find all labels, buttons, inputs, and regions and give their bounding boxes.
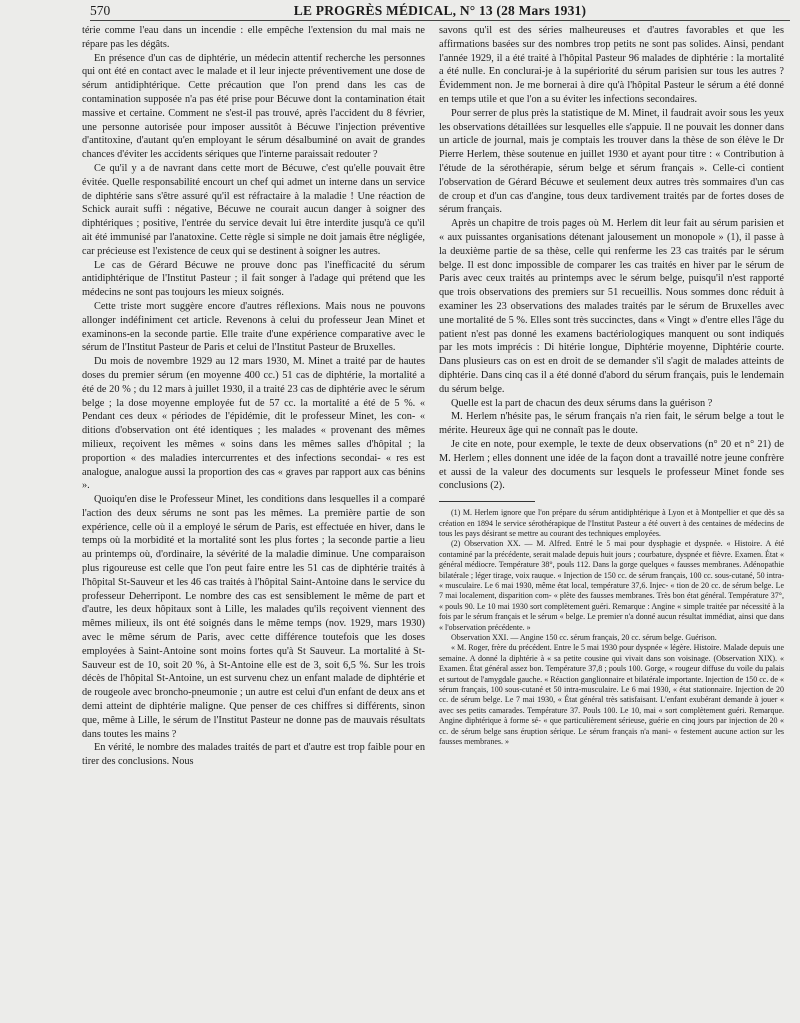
footnote: (2) Observation XX. — M. Alfred. Entré le 5 mai pour dysphagie et dyspnée. « Histoire. A été contaminé par la précédente, serait malade depuis huit jours ; courbature, dyspnée et fièvre. Examen. État « général médiocre. Température 38°, pouls 112. Dans la gorge quelques « fausses membranes. Adénopathie bilatérale ; léger tirage, voix rauque. « Injection de 150 cc. de sérum français, 100 cc. sous-cutané, 50 intra- « musculaire. Le 6 mai 1930, même état local, température 37,6. Injec- « tion de 20 cc. de sérum belge. Le 7 mai localement, disparition com- « plète des fausses membranes. Très bon état général. Température 37°, « pouls 90. Le 10 mai 1930 sort complètement guéri. Remarque : Angine « simple traitée par nécessité à la fois par le sérum français et le sérum « belge. Le premier n'a donné aucun résultat immédiat, ainsi que dans « l'observation précédente. » <box>439 539 784 632</box>
paragraph: savons qu'il est des séries malheureuses et d'autres favorables et que les affirmations basées sur des nombres trop petits ne sont pas solides. Ainsi, pendant l'année 1929, il a été traité à l'hôpital Pasteur 96 malades de diphtérie : la mortalité a été nulle. En conclurai-je à la supériorité du sérum parisien sur tous les autres ? Évidemment non. Je me bornerai à dire qu'à l'hôpital Pasteur le sérum a été donné en temps utile et que l'on a su éviter les infections secondaires. <box>439 25 784 105</box>
paragraph: Ce qu'il y a de navrant dans cette mort de Bécuwe, c'est qu'elle pouvait être évitée. Quelle responsabilité encourt un chef qui admet un interne dans un service de diphtérie sans s'être assuré qu'il est réfractaire à la maladie ! Une réaction de Schick aurait suffi : négative, Bécuwe ne courait aucun danger à soigner des diphtériques ; positive, l'entrée du service devait lui être interdite jusqu'à ce qu'il ait été immunisé par l'anatoxine. Cette règle si simple ne doit jamais être négligée, car précieuse est l'existence de ceux qui se destinent à soigner les autres. <box>82 162 425 257</box>
running-head: LE PROGRÈS MÉDICAL, N° 13 (28 Mars 1931) <box>293 3 587 18</box>
paragraph: Quoiqu'en dise le Professeur Minet, les conditions dans lesquelles il a comparé l'action des deux sérums ne sont pas les mêmes. La première partie de son expérience, celle où il a employé le sérum de Paris, est effectuée en hiver, dans le temps où la morbidité et la mortalité sont les plus fortes ; la seconde partie a lieu au printemps où, d'ordinaire, la sévérité de la maladie diminue. Une comparaison plus rigoureuse est celle que l'on peut faire entre les 51 cas de diphtérie traités à l'hôpital St-Sauveur et les 46 cas traités à l'hôpital Saint-Antoine dans le service du professeur Deherripont. Le nombre des cas est sensiblement le même de part et d'autre, les deux hôpitaux sont à Lille, les malades qu'ils reçoivent viennent des mêmes milieux, ils ont été soignés dans le même temps (nov. 1929, mars 1930) avec le même sérum de Paris, avec cette différence toutefois que les doses employées à Saint-Antoine sont moins fortes qu'à St Sauveur. La mortalité à St-Sauveur est de 10, soit 20 %, à St-Antoine elle est de 3, soit 6,5 %. Sur les trois décès de l'hôpital St-Antoine, un est survenu chez un enfant malade de diphtérie et de rougeole avec broncho-pneumonie ; un autre est celui d'un enfant de deux ans et demi atteint de diphtérie maligne. Que penser de ces chiffres si différents, sinon que, même à Lille, le sérum de l'Institut Pasteur ne donne pas de mauvais résultats dans toutes les mains ? <box>82 494 425 740</box>
left-column <box>82 24 425 1014</box>
paragraph: En vérité, le nombre des malades traités de part et d'autre est trop faible pour en tirer des conclusions. Nous <box>82 742 425 768</box>
right-column <box>439 24 784 1019</box>
page-header <box>90 2 790 21</box>
paragraph: Cette triste mort suggère encore d'autres réflexions. Mais nous ne pouvons allonger indéfiniment cet article. Revenons à celui du professeur Jean Minet et examinons-en la seconde partie. Elle traite d'une expérience comparative avec le sérum de l'Institut Pasteur de Paris et celui de l'Institut Pasteur de Bruxelles. <box>82 300 425 354</box>
footnote: (1) M. Herlem ignore que l'on prépare du sérum antidiphtérique à Lyon et à Montpellier et que dès sa création en 1894 le service sérothérapique de l'Institut Pasteur a été ouvert à des centaines de médecins de tous les pays désirant se mettre au courant des techniques employées. <box>439 508 784 538</box>
footnotes <box>439 508 784 747</box>
paragraph: M. Herlem n'hésite pas, le sérum français n'a rien fait, le sérum belge a tout le mérite. Heureux âge qui ne connaît pas le doute. <box>439 411 784 437</box>
paragraph: Le cas de Gérard Bécuwe ne prouve donc pas l'inefficacité du sérum antidiphtérique de l'Institut Pasteur ; il fait songer à l'adage qui prétend que les médecins ne sont pas toujours les mieux soignés. <box>82 259 425 299</box>
footnote-divider <box>439 501 535 502</box>
paragraph: térie comme l'eau dans un incendie : elle empêche l'extension du mal mais ne répare pas les dégâts. <box>82 25 425 50</box>
paragraph: Je cite en note, pour exemple, le texte de deux observations (n° 20 et n° 21) de M. Herlem ; elles donnent une idée de la façon dont a travaillé notre jeune confrère et aussi de la valeur des documents sur lesquels le professeur Minet fonde ses conclusions (2). <box>439 438 784 492</box>
paragraph: En présence d'un cas de diphtérie, un médecin attentif recherche les personnes qui ont été en contact avec le malade et il leur injecte préventivement une dose de sérum antidiphtérique. Cette précaution que l'on prend dans les cas de contamination supposée n'a pas été prise pour Bécuwe dont la contamination était massive et certaine. Comment ne s'est-il pas trouvé, après l'accident du 8 février, une personne autorisée pour imposer aussitôt à Bécuwe l'injection préventive d'antitoxine, d'autant qu'en employant le sérum désalbuminé on avait de grandes chances d'éviter les accidents sériques que l'interne paraissait redouter ? <box>82 52 425 161</box>
footnote: Observation XXI. — Angine 150 cc. sérum français, 20 cc. sérum belge. Guérison. <box>451 632 717 642</box>
paragraph: Du mois de novembre 1929 au 12 mars 1930, M. Minet a traité par de hautes doses du premier sérum (en moyenne 400 cc.) 51 cas de diphtérie, la mortalité a été de 20 % ; du 12 mars à juillet 1930, il a traité 23 cas de diphtérie avec le sérum belge ; la dose moyenne employée fut de 57 cc. la mortalité a été de 5 %. « Pendant ces deux « périodes de l'épidémie, dit le professeur Minet, les con- « ditions d'observation ont été identiques ; les malades « provenant des mêmes milieux, reçoivent les mêmes « soins dans les mêmes salles d'hôpital ; la proportion « des maladies intercurrentes et des infections secondai- « res est analogue, analogue aussi la proportion des cas « graves par rapport aux cas bénins ». <box>82 356 425 492</box>
page-number: 570 <box>90 3 111 18</box>
paragraph: Après un chapitre de trois pages où M. Herlem dit leur fait au sérum parisien et « aux puissantes organisations détenant jalousement un monopole » (1), il passe à la deuxième partie de sa thèse, celle qui renferme les 23 cas traités par le sérum belge. Il est donc impossible de comparer les cas traités en hiver par le sérum de Paris avec ceux traités au printemps avec le sérum belge, puisqu'il n'est rapporté que trois observations des premiers sur 51 recueillis. Nous sommes donc réduit à examiner les 23 observations des malades traités par le sérum de Bruxelles avec une mortalité de 5 %. Elles sont très succinctes, dans « Vingt » d'entre elles l'âge du patient n'est pas donné les examens bactériologiques manquent ou sont indiqués par les mots imprécis : Di hitérie longue, Diphtérie moyenne, Diphtérie courte. Dans plusieurs cas on est en droit de se demander s'il s'agit de malades atteints de diphtérie. Dans cinq cas il a été donné d'abord du sérum français, puis le lendemain du sérum belge. <box>439 218 784 395</box>
footnote: « M. Roger, frère du précédent. Entre le 5 mai 1930 pour dyspnée « légère. Histoire. Malade depuis une semaine. A donné la diphtérie à « sa petite cousine qui vivait dans son voisinage. (Observation XIX). « Examen. État général assez bon. Température 37,8 ; pouls 100. Gorge, « rougeur diffuse du voile du palais et surtout de l'amygdale gauche. « Réaction ganglionnaire et bilatérale importante. Injection de 150 cc. de « sérum français, 100 sous-cutané et 50 intra-musculaire. Le 6 mai 1930, « état stationnaire. Injection de 20 cc. de sérum belge. Le 7 mai 1930, « État général très satisfaisant. L'enfant exubérant demande à jouer « avec ses petits camarades. Température 37. Pouls 100. Le 10, mai « sort complètement guéri. Remarque. Angine diphtérique à forme sé- « que particulièrement sérieuse, guérie en cinq jours par injection de 20 « cc. de sérum belge sans éruption sérique. Le sérum français n'a mani- « festement aucune action sur les fausses membranes. » <box>439 643 784 747</box>
paragraph: Quelle est la part de chacun des deux sérums dans la guérison ? <box>451 397 713 409</box>
paragraph: Pour serrer de plus près la statistique de M. Minet, il faudrait avoir sous les yeux les observations détaillées sur lesquelles elle s'appuie. Il ne pouvait les donner dans un article de journal, mais je comptais les trouver dans la thèse de son élève le Dr Pierre Herlem, thèse soutenue en juillet 1930 et ayant pour titre : « Contribution à l'étude de la sérothérapie, sérum belge et sérum français ». Celle-ci contient l'observation de Gérard Bécuwe et seulement deux autres très sommaires d'un cas de croup et d'un cas d'angine, tous deux tardivement traités par de fortes doses de sérum français. <box>439 107 784 216</box>
